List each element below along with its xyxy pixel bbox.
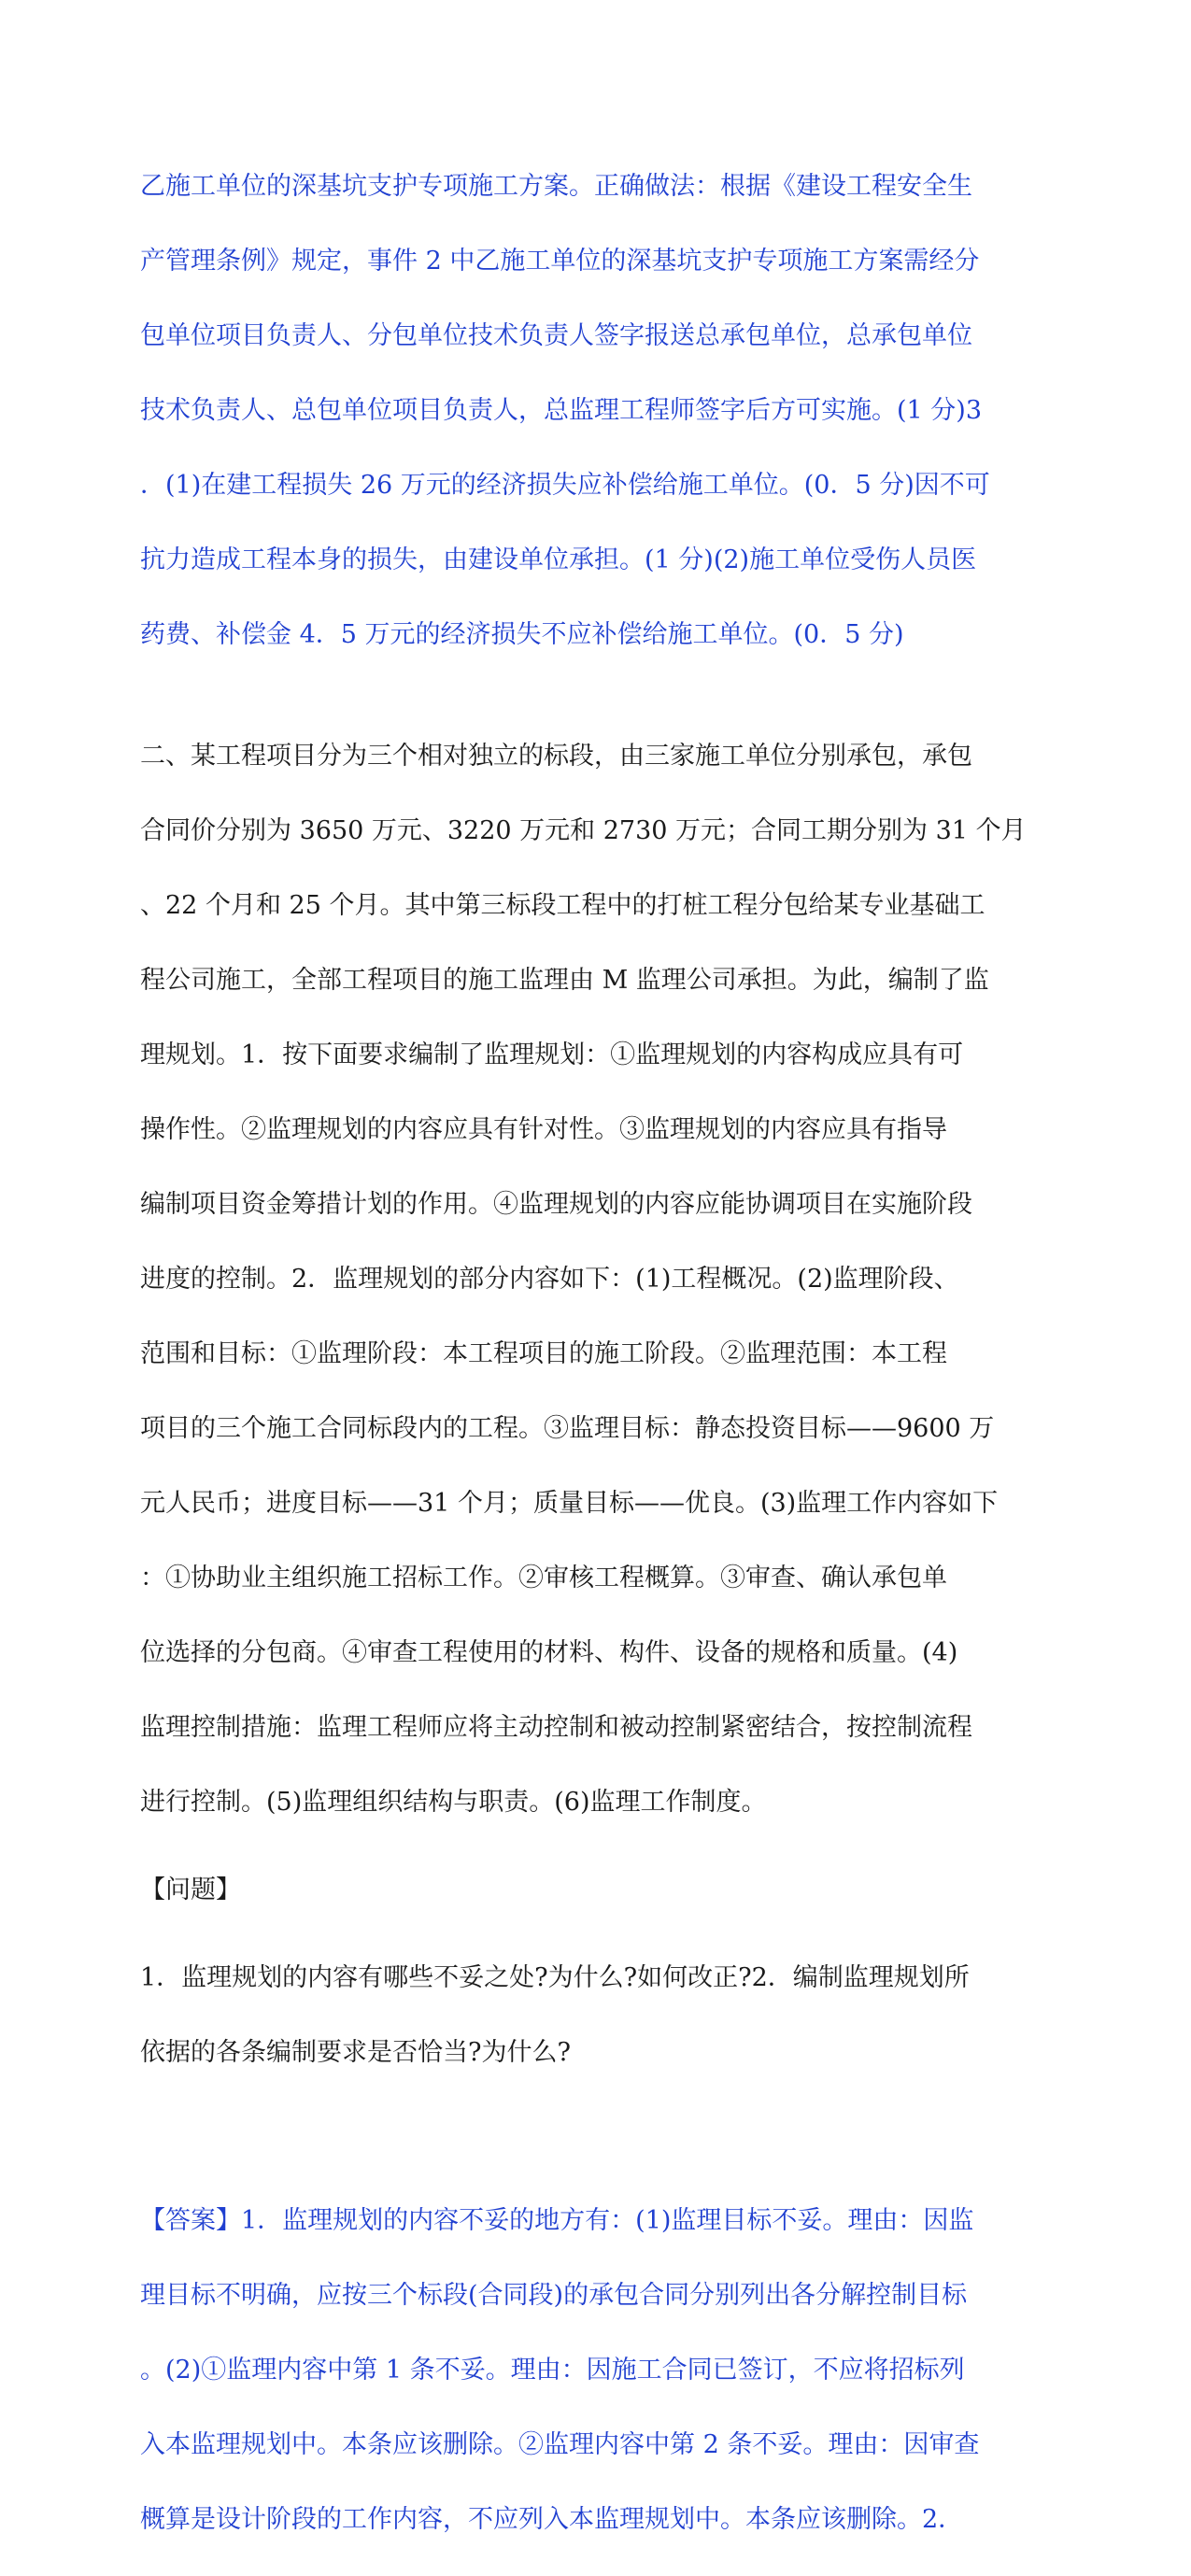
text-line: ．(1)在建工程损失 26 万元的经济损失应补偿给施工单位。(0．5 分)因不可: [140, 471, 990, 500]
text-line: 理规划。1．按下面要求编制了监理规划：①监理规划的内容构成应具有可: [140, 1040, 964, 1069]
text-line: 概算是设计阶段的工作内容，不应列入本监理规划中。本条应该删除。2．: [140, 2505, 964, 2534]
text-line: 【答案】1．监理规划的内容不妥的地方有：(1)监理目标不妥。理由：因监: [140, 2206, 974, 2235]
question-heading: 【问题】: [140, 1875, 241, 1904]
text-line: 入本监理规划中。本条应该删除。②监理内容中第 2 条不妥。理由：因审查: [140, 2430, 980, 2459]
text-line: 技术负责人、总包单位项目负责人，总监理工程师签字后方可实施。(1 分)3: [140, 396, 983, 425]
text-line: 。(2)①监理内容中第 1 条不妥。理由：因施工合同已签订，不应将招标列: [140, 2356, 965, 2385]
text-line: 编制项目资金筹措计划的作用。④监理规划的内容应能协调项目在实施阶段: [140, 1190, 972, 1219]
spacer: [140, 1909, 1051, 1922]
previous-answer-continuation: [140, 131, 1051, 691]
text-line: 元人民币；进度目标——31 个月；质量目标——优良。(3)监理工作内容如下: [140, 1489, 999, 1518]
text-line: 理目标不明确，应按三个标段(合同段)的承包合同分别列出各分解控制目标: [140, 2281, 968, 2310]
text-line: 药费、补偿金 4．5 万元的经济损失不应补偿给施工单位。(0．5 分): [140, 620, 904, 649]
text-line: 、22 个月和 25 个月。其中第三标段工程中的打桩工程分包给某专业基础工: [140, 891, 985, 920]
question-two-body: [140, 701, 1051, 1859]
text-line: 位选择的分包商。④审查工程使用的材料、构件、设备的规格和质量。(4): [140, 1638, 958, 1667]
answer-section: [140, 2165, 1051, 2576]
spacer: [140, 1859, 1051, 1872]
text-line: 监理控制措施：监理工程师应将主动控制和被动控制紧密结合，按控制流程: [140, 1713, 972, 1742]
text-line: 乙施工单位的深基坑支护专项施工方案。正确做法：根据《建设工程安全生: [140, 172, 972, 201]
text-line: 产管理条例》规定，事件 2 中乙施工单位的深基坑支护专项施工方案需经分: [140, 247, 980, 276]
text-line: 进行控制。(5)监理组织结构与职责。(6)监理工作制度。: [140, 1788, 767, 1817]
text-line: 二、某工程项目分为三个相对独立的标段，由三家施工单位分别承包，承包: [140, 742, 972, 771]
text-line: ：①协助业主组织施工招标工作。②审核工程概算。③审查、确认承包单: [140, 1564, 947, 1592]
text-line: 项目的三个施工合同标段内的工程。③监理目标：静态投资目标——9600 万: [140, 1414, 995, 1443]
question-items: [140, 1922, 1051, 2109]
spacer: [140, 691, 1051, 701]
text-line: 抗力造成工程本身的损失，由建设单位承担。(1 分)(2)施工单位受伤人员医: [140, 545, 977, 574]
spacer: [140, 2109, 1051, 2165]
text-line: 依据的各条编制要求是否恰当?为什么?: [140, 2038, 571, 2067]
text-line: 1．监理规划的内容有哪些不妥之处?为什么?如何改正?2．编制监理规划所: [140, 1963, 970, 1992]
text-line: 进度的控制。2．监理规划的部分内容如下：(1)工程概况。(2)监理阶段、: [140, 1265, 959, 1294]
text-line: 合同价分别为 3650 万元、3220 万元和 2730 万元；合同工期分别为 31 个月: [140, 816, 1027, 845]
text-line: 程公司施工，全部工程项目的施工监理由 M 监理公司承担。为此，编制了监: [140, 966, 989, 995]
document-body: [140, 131, 1051, 2576]
text-line: 范围和目标：①监理阶段：本工程项目的施工阶段。②监理范围：本工程: [140, 1339, 947, 1368]
text-line: 操作性。②监理规划的内容应具有针对性。③监理规划的内容应具有指导: [140, 1115, 947, 1144]
text-line: 包单位项目负责人、分包单位技术负责人签字报送总承包单位，总承包单位: [140, 321, 972, 350]
